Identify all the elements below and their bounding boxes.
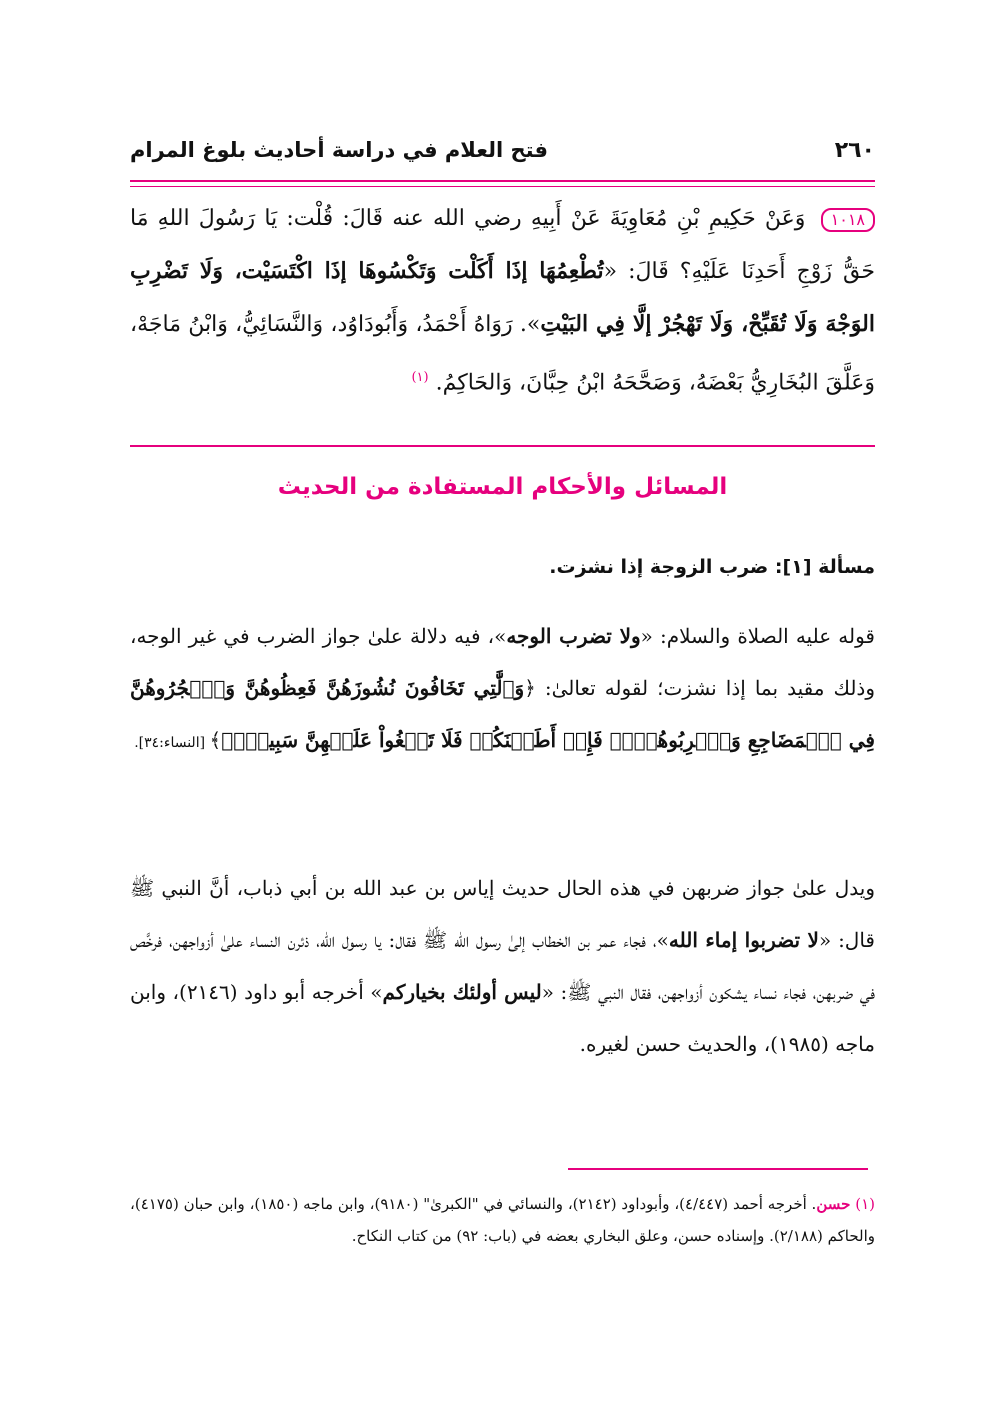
book-title: فتح العلام في دراسة أحاديث بلوغ المرام xyxy=(130,138,548,162)
running-header xyxy=(130,128,875,172)
para1-bold: ولا تضرب الوجه xyxy=(506,624,641,648)
footnote-grade: حسن xyxy=(816,1195,851,1213)
masala-title: ضرب الزوجة إذا نشزت. xyxy=(549,556,769,578)
para2-bold-2: ليس أولئك بخياركم xyxy=(382,980,542,1004)
footnote-number: (١) xyxy=(855,1195,875,1213)
footnote-rule xyxy=(568,1168,868,1170)
hadith-rule xyxy=(130,445,875,447)
hadith-takhrij: ». رَوَاهُ أَحْمَدُ، وَأَبُودَاوُد، وَالنَّسَائِيُّ، وَابْنُ مَاجَهْ، وَعَلَّقَ البُخَارِيُّ بَعْضَهُ، وَصَحَّحَهُ ابْنُ حِبَّانَ، وَالحَاكِمُ. xyxy=(130,312,875,396)
footnote-marker[interactable]: (١) xyxy=(411,370,429,385)
hadith-text xyxy=(130,192,875,409)
hadith-isnad: وَعَنْ حَكِيمِ بْنِ مُعَاوِيَةَ عَنْ أَبِيهِ رضي الله عنه قَالَ: قُلْت: يَا رَسُولَ اللهِ مَا حَقُّ زَوْجِ أَحَدِنَا عَلَيْهِ؟ قَالَ: « xyxy=(130,206,875,284)
hadith-number: ١٠١٨ xyxy=(821,208,875,232)
footnote-text: . أخرجه أحمد (٤/٤٤٧)، وأبوداود (٢١٤٢)، والنسائي في "الكبرىٰ" (٩١٨٠)، وابن ماجه (١٨٥٠)، وابن حبان (٤١٧٥)، والحاكم (٢/١٨٨). وإسناده حسن، وعلق البخاري بعضه في (باب: ٩٢) من كتاب النكاح. xyxy=(130,1195,875,1245)
header-rule-bottom xyxy=(130,186,875,187)
para1-text-b: »، فيه دلالة علىٰ جواز الضرب في غير الوجه، وذلك مقيد بما إذا نشزت؛ لقوله تعالىٰ: ﴿ xyxy=(130,624,876,700)
page-number: ٢٦٠ xyxy=(834,137,875,163)
section-title: المسائل والأحكام المستفادة من الحديث xyxy=(277,474,728,500)
para2-bold-1: لا تضربوا إماء الله xyxy=(668,928,819,952)
paragraph-1 xyxy=(130,610,875,769)
masala-heading xyxy=(130,556,875,578)
para2-text-b: »، فجاء عمر بن الخطاب إلىٰ رسول الله ﷺ فقال: يا رسول الله، ذئرن النساء علىٰ أزواجهن، فرخَّص في ضربهن، فجاء نساء يشكون أزواجهن، فقال النبي ﷺ: « xyxy=(130,928,875,1004)
para1-text-a: قوله عليه الصلاة والسلام: « xyxy=(640,624,875,648)
hadith-matn: تُطْعِمُهَا إذَا أَكَلْت وَتَكْسُوهَا إذَا اكْتَسَيْت، وَلَا تَضْرِبِ الوَجْهَ وَلَا تُقَبِّحْ، وَلَا تَهْجُرْ إلَّا فِي البَيْتِ xyxy=(130,258,875,337)
header-rule-top xyxy=(130,180,875,182)
footnote xyxy=(130,1188,875,1252)
para2-text-c: » أخرجه أبو داود (٢١٤٦)، وابن ماجه (١٩٨٥)، والحديث حسن لغيره. xyxy=(130,980,875,1056)
para1-text-c: ﴾ xyxy=(209,728,222,752)
verse-reference: [النساء:٣٤]. xyxy=(134,735,210,751)
masala-label: مسألة [١]: xyxy=(774,556,875,578)
quran-verse: وَٱلَّٰتِي تَخَافُونَ نُشُوزَهُنَّ فَعِظُوهُنَّ وَٱهۡجُرُوهُنَّ فِي ٱلۡمَضَاجِعِ وَٱضۡرِبُوهُنَّۖ فَإِنۡ أَطَعۡنَكُمۡ فَلَا تَبۡغُواْ عَلَيۡهِنَّ سَبِيلًاۗ xyxy=(130,676,875,752)
para2-text-a: ويدل علىٰ جواز ضربهن في هذه الحال حديث إياس بن عبد الله بن أبي ذباب، أنَّ النبي ﷺ قال: « xyxy=(130,876,876,952)
paragraph-2 xyxy=(130,862,875,1070)
